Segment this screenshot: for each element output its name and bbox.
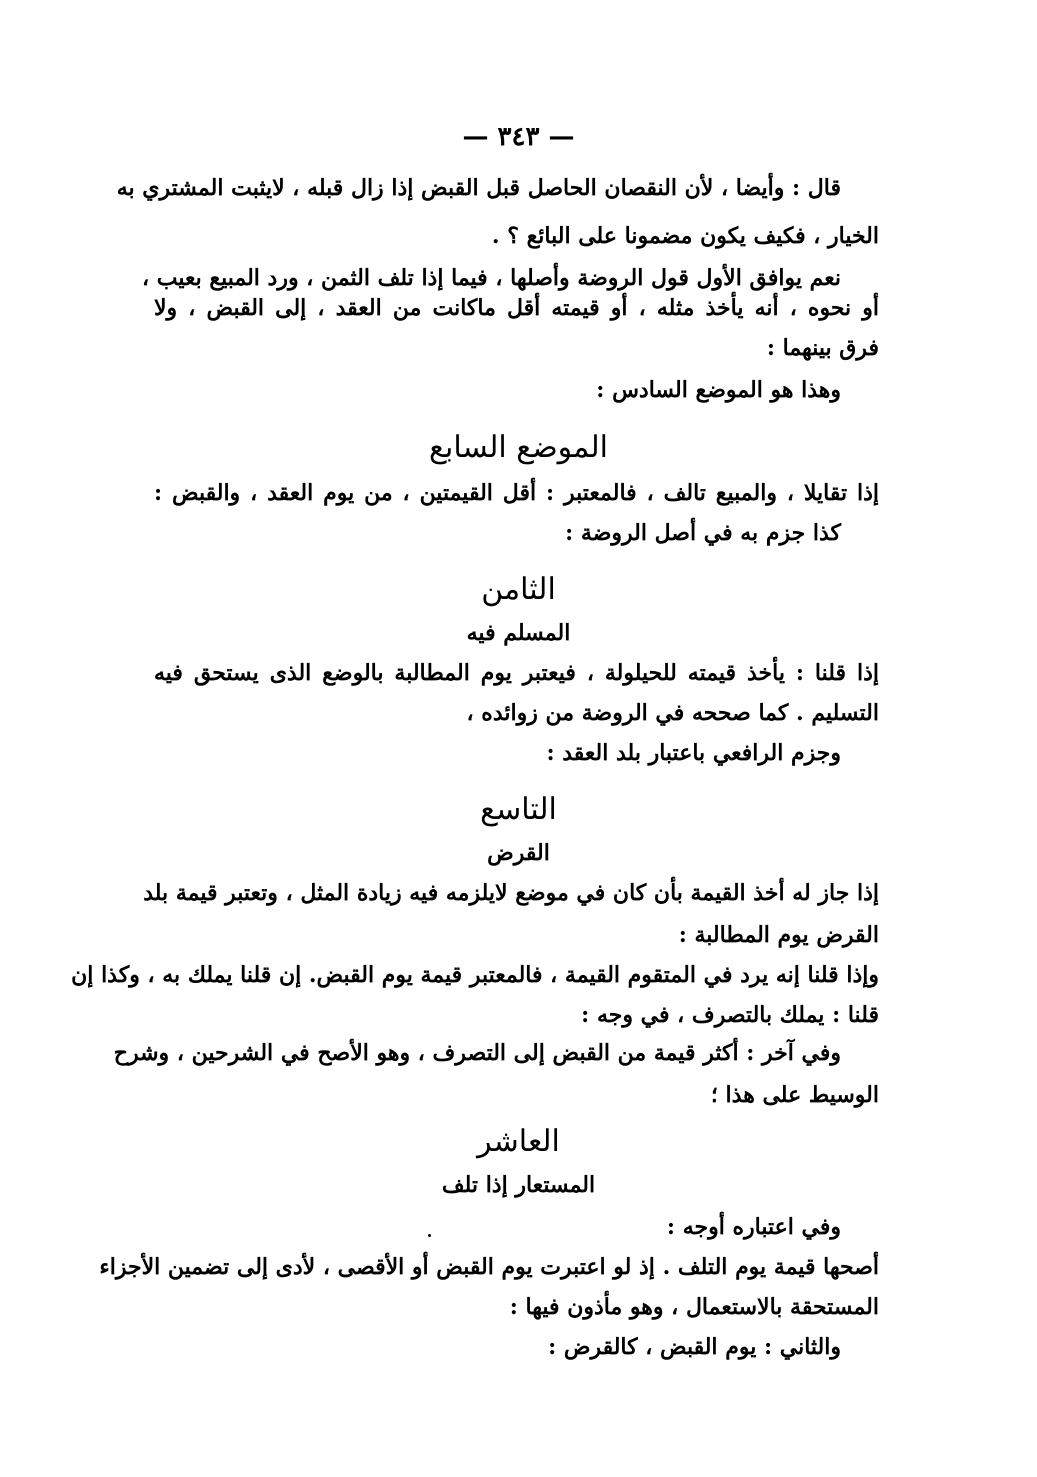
page-number: — ٣٤٣ — — [462, 122, 575, 152]
text-line: الخيار ، فكيف يكون مضمونا على البائع ؟ . — [491, 223, 879, 249]
text-line: والثاني : يوم القبض ، كالقرض : — [548, 1334, 841, 1360]
text-line: إذا قلنا : يأخذ قيمته للحيلولة ، فيعتبر يوم المطالبة بالوضع الذى يستحق فيه — [154, 660, 879, 686]
text-line: الوسيط على هذا ؛ — [710, 1082, 879, 1108]
text-line: وفي اعتباره أوجه : — [666, 1214, 841, 1240]
section-heading: التاسع — [480, 792, 557, 827]
section-subheading: المستعار إذا تلف — [441, 1172, 596, 1198]
text-line: كذا جزم به في أصل الروضة : — [565, 520, 841, 546]
text-line: وهذا هو الموضع السادس : — [596, 377, 841, 403]
text-line: أو نحوه ، أنه يأخذ مثله ، أو قيمته أقل ماكانت من العقد ، إلى القبض ، ولا — [154, 295, 879, 321]
section-subheading: القرض — [487, 840, 550, 866]
text-line: إذا تقايلا ، والمبيع تالف ، فالمعتبر : أقل القيمتين ، من يوم العقد ، والقبض : — [154, 480, 879, 506]
text-line: أصحها قيمة يوم التلف . إذ لو اعتبرت يوم القبض أو الأقصى ، لأدى إلى تضمين الأجزاء — [99, 1254, 879, 1280]
section-subheading: المسلم فيه — [466, 620, 571, 646]
text-line: المستحقة بالاستعمال ، وهو مأذون فيها : — [509, 1294, 879, 1320]
text-line: إذا جاز له أخذ القيمة بأن كان في موضع لايلزمه فيه زيادة المثل ، وتعتبر قيمة بلد — [143, 880, 879, 906]
section-heading: الموضع السابع — [429, 430, 608, 465]
text-line: قال : وأيضا ، لأن النقصان الحاصل قبل القبض إذا زال قبله ، لايثبت المشتري به — [116, 175, 841, 201]
text-line: قلنا : يملك بالتصرف ، في وجه : — [581, 1002, 879, 1028]
text-line: وفي آخر : أكثر قيمة من القبض إلى التصرف ، وهو الأصح في الشرحين ، وشرح — [113, 1040, 841, 1066]
text-line: نعم يوافق الأول قول الروضة وأصلها ، فيما إذا تلف الثمن ، ورد المبيع بعيب ، — [141, 265, 841, 291]
text-line: التسليم . كما صححه في الروضة من زوائده ، — [466, 700, 879, 726]
text-line: القرض يوم المطالبة : — [678, 922, 879, 948]
section-heading: العاشر — [477, 1124, 560, 1159]
section-heading: الثامن — [481, 572, 556, 607]
text-line: وجزم الرافعي باعتبار بلد العقد : — [546, 740, 841, 766]
text-line: فرق بينهما : — [766, 335, 879, 361]
text-line: وإذا قلنا إنه يرد في المتقوم القيمة ، فالمعتبر قيمة يوم القبض. إن قلنا يملك به ، وكذا إن — [71, 962, 879, 988]
ink-speck — [428, 1234, 431, 1237]
